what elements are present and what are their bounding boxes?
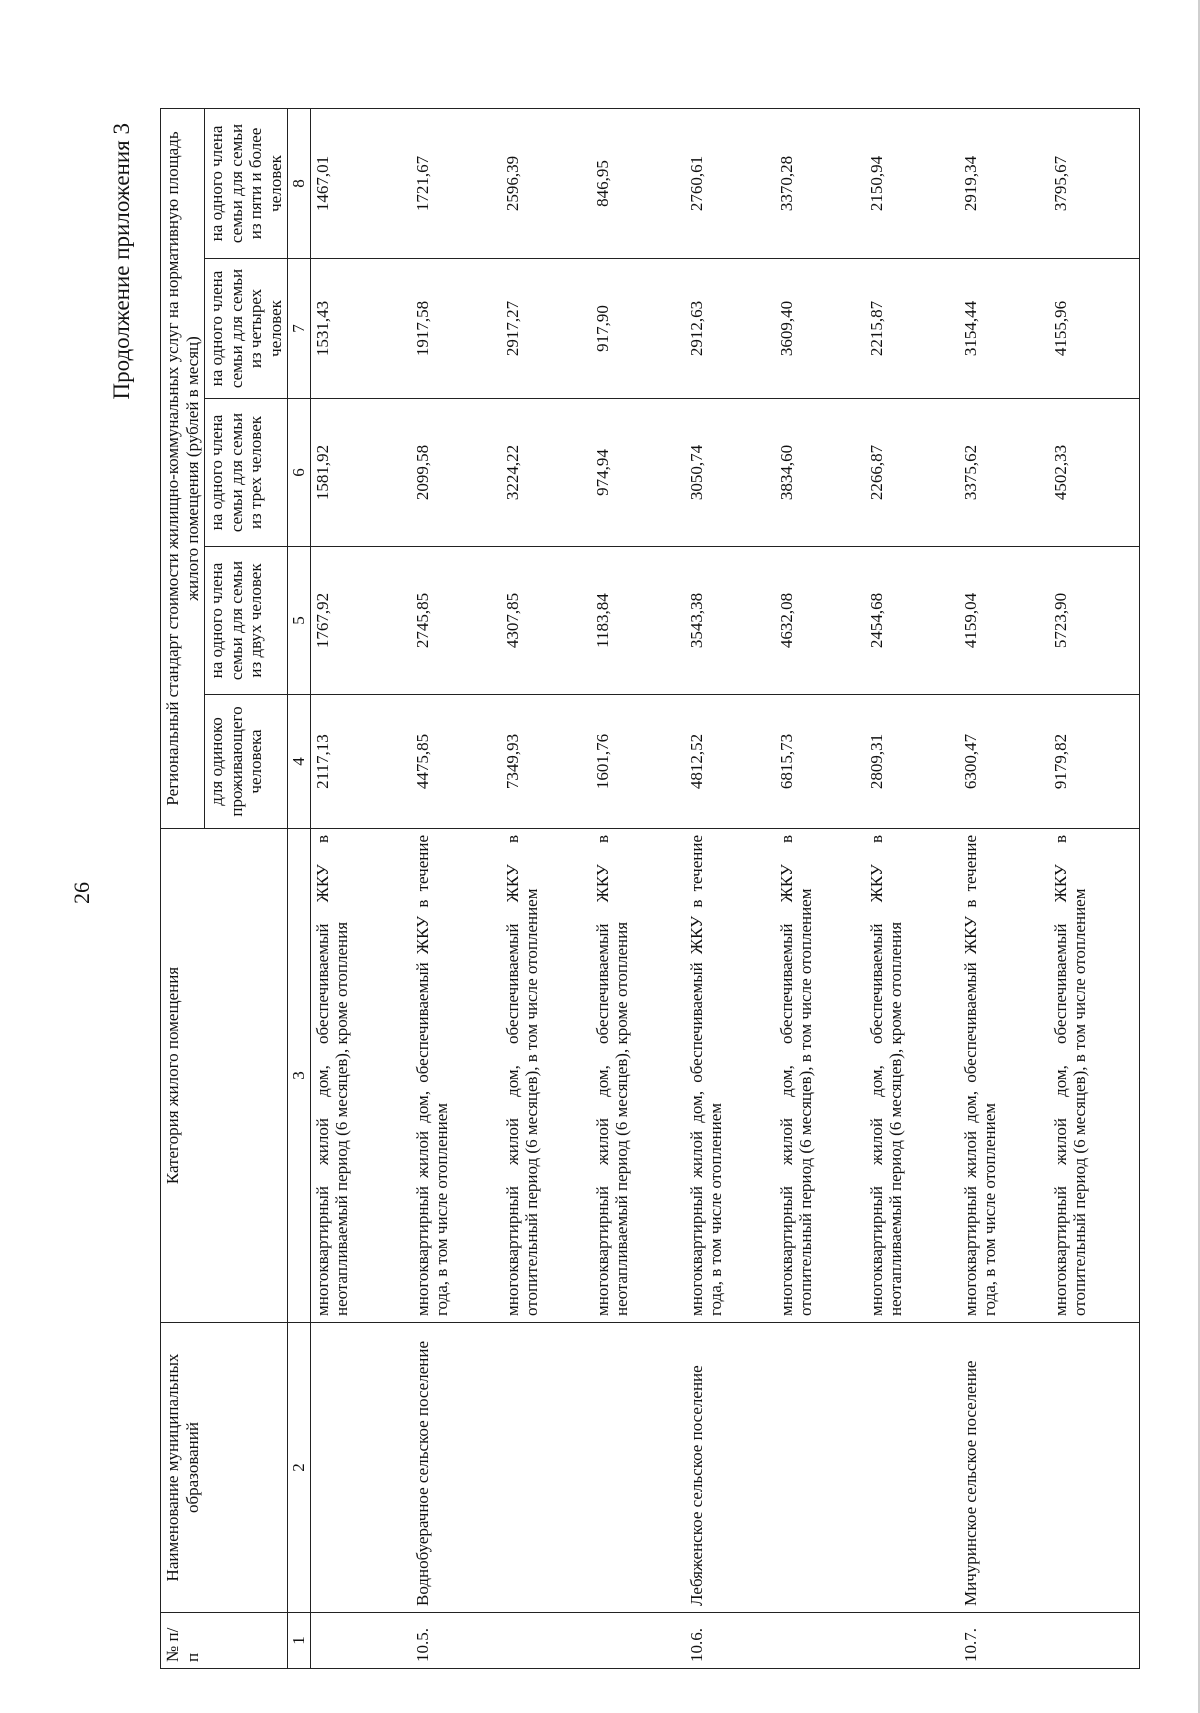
value-cell: 4475,85 xyxy=(407,695,501,829)
rotated-landscape-content xyxy=(5,73,1185,1713)
value-cell: 6815,73 xyxy=(775,695,865,829)
header-sub-four: на одного члена семьи для семьи из четырех человек xyxy=(205,259,288,399)
municipality-name xyxy=(775,1323,865,1613)
header-sub-single: для одиноко проживающего человека xyxy=(205,695,288,829)
value-cell: 3543,38 xyxy=(681,547,775,695)
value-cell: 6300,47 xyxy=(955,695,1049,829)
value-cell: 2266,87 xyxy=(865,399,955,547)
housing-category: многоквартирный жилой дом, обеспечиваемый ЖКУ в неотапливаемый период (6 месяцев), кроме отопления xyxy=(310,829,407,1323)
value-cell: 2215,87 xyxy=(865,259,955,399)
municipality-name: Лебяженское сельское поселение xyxy=(681,1323,775,1613)
value-cell: 7349,93 xyxy=(501,695,591,829)
row-number: 10.5. xyxy=(407,1613,501,1669)
row-number xyxy=(310,1613,407,1669)
header-sub-three: на одного члена семьи для семьи из трех человек xyxy=(205,399,288,547)
housing-category: многоквартирный жилой дом, обеспечиваемый ЖКУ в отопительный период (6 месяцев), в том числе отоплением xyxy=(775,829,865,1323)
row-number xyxy=(775,1613,865,1669)
column-number: 2 xyxy=(288,1323,311,1613)
table-row xyxy=(501,108,591,1668)
value-cell: 2150,94 xyxy=(865,108,955,258)
value-cell: 917,90 xyxy=(591,259,681,399)
municipality-name xyxy=(1049,1323,1140,1613)
row-number: 10.7. xyxy=(955,1613,1049,1669)
value-cell: 2919,34 xyxy=(955,108,1049,258)
value-cell: 1581,92 xyxy=(310,399,407,547)
value-cell: 2596,39 xyxy=(501,108,591,258)
value-cell: 2760,61 xyxy=(681,108,775,258)
municipality-name xyxy=(591,1323,681,1613)
header-category: Категория жилого помещения xyxy=(161,829,288,1323)
table-row xyxy=(1049,108,1140,1668)
housing-category: многоквартирный жилой дом, обеспечиваемый ЖКУ в течение года, в том числе отоплением xyxy=(681,829,775,1323)
value-cell: 9179,82 xyxy=(1049,695,1140,829)
value-cell: 3795,67 xyxy=(1049,108,1140,258)
value-cell: 3370,28 xyxy=(775,108,865,258)
value-cell: 2117,13 xyxy=(310,695,407,829)
value-cell: 3609,40 xyxy=(775,259,865,399)
column-number: 8 xyxy=(288,108,311,258)
value-cell: 1467,01 xyxy=(310,108,407,258)
value-cell: 2454,68 xyxy=(865,547,955,695)
header-municipality: Наименование муниципальных образований xyxy=(161,1323,288,1613)
value-cell: 3834,60 xyxy=(775,399,865,547)
value-cell: 3154,44 xyxy=(955,259,1049,399)
value-cell: 4632,08 xyxy=(775,547,865,695)
table-container xyxy=(160,109,1140,1669)
value-cell: 1767,92 xyxy=(310,547,407,695)
municipality-name xyxy=(501,1323,591,1613)
value-cell: 3050,74 xyxy=(681,399,775,547)
value-cell: 1531,43 xyxy=(310,259,407,399)
column-number: 7 xyxy=(288,259,311,399)
value-cell: 1183,84 xyxy=(591,547,681,695)
value-cell: 974,94 xyxy=(591,399,681,547)
header-sub-five: на одного члена семьи для семьи из пяти и более человек xyxy=(205,108,288,258)
header-num: № п/п xyxy=(161,1613,288,1669)
table-row xyxy=(310,108,407,1668)
value-cell: 1721,67 xyxy=(407,108,501,258)
column-number: 5 xyxy=(288,547,311,695)
value-cell: 1917,58 xyxy=(407,259,501,399)
value-cell: 3224,22 xyxy=(501,399,591,547)
value-cell: 4155,96 xyxy=(1049,259,1140,399)
row-number xyxy=(591,1613,681,1669)
row-number xyxy=(1049,1613,1140,1669)
municipality-name: Мичуринское сельское поселение xyxy=(955,1323,1049,1613)
column-number: 3 xyxy=(288,829,311,1323)
sheet-header xyxy=(5,73,135,1713)
row-number xyxy=(865,1613,955,1669)
table-row xyxy=(681,108,775,1668)
value-cell: 2917,27 xyxy=(501,259,591,399)
housing-category: многоквартирный жилой дом, обеспечиваемый ЖКУ в неотапливаемый период (6 месяцев), кроме отопления xyxy=(591,829,681,1323)
column-number: 4 xyxy=(288,695,311,829)
housing-category: многоквартирный жилой дом, обеспечиваемый ЖКУ в неотапливаемый период (6 месяцев), кроме отопления xyxy=(865,829,955,1323)
table-row xyxy=(407,108,501,1668)
column-number: 6 xyxy=(288,399,311,547)
municipality-name xyxy=(865,1323,955,1613)
value-cell: 5723,90 xyxy=(1049,547,1140,695)
header-sub-two: на одного члена семьи для семьи из двух человек xyxy=(205,547,288,695)
municipality-name xyxy=(310,1323,407,1613)
table-body xyxy=(310,108,1139,1668)
value-cell: 3375,62 xyxy=(955,399,1049,547)
row-number xyxy=(501,1613,591,1669)
value-cell: 2912,63 xyxy=(681,259,775,399)
row-number: 10.6. xyxy=(681,1613,775,1669)
table-row xyxy=(591,108,681,1668)
housing-category: многоквартирный жилой дом, обеспечиваемый ЖКУ в течение года, в том числе отоплением xyxy=(407,829,501,1323)
value-cell: 4812,52 xyxy=(681,695,775,829)
table-row xyxy=(775,108,865,1668)
housing-category: многоквартирный жилой дом, обеспечиваемый ЖКУ в отопительный период (6 месяцев), в том числе отоплением xyxy=(501,829,591,1323)
table-row xyxy=(955,108,1049,1668)
housing-category: многоквартирный жилой дом, обеспечиваемый ЖКУ в отопительный период (6 месяцев), в том числе отоплением xyxy=(1049,829,1140,1323)
value-cell: 4307,85 xyxy=(501,547,591,695)
page-number: 26 xyxy=(69,882,94,904)
table-row xyxy=(865,108,955,1668)
tariff-table xyxy=(160,108,1140,1669)
value-cell: 2099,58 xyxy=(407,399,501,547)
header-standard: Региональный стандарт стоимости жилищно-коммунальных услуг на нормативную площадь жилого помещения (рублей в месяц) xyxy=(161,108,205,828)
value-cell: 4502,33 xyxy=(1049,399,1140,547)
municipality-name: Воднобуерачное сельское поселение xyxy=(407,1323,501,1613)
value-cell: 2745,85 xyxy=(407,547,501,695)
housing-category: многоквартирный жилой дом, обеспечиваемый ЖКУ в течение года, в том числе отоплением xyxy=(955,829,1049,1323)
table-header xyxy=(161,108,311,1668)
continuation-title: Продолжение приложения 3 xyxy=(109,123,134,400)
column-number: 1 xyxy=(288,1613,311,1669)
value-cell: 1601,76 xyxy=(591,695,681,829)
value-cell: 846,95 xyxy=(591,108,681,258)
value-cell: 2809,31 xyxy=(865,695,955,829)
value-cell: 4159,04 xyxy=(955,547,1049,695)
column-number-row xyxy=(288,108,311,1668)
